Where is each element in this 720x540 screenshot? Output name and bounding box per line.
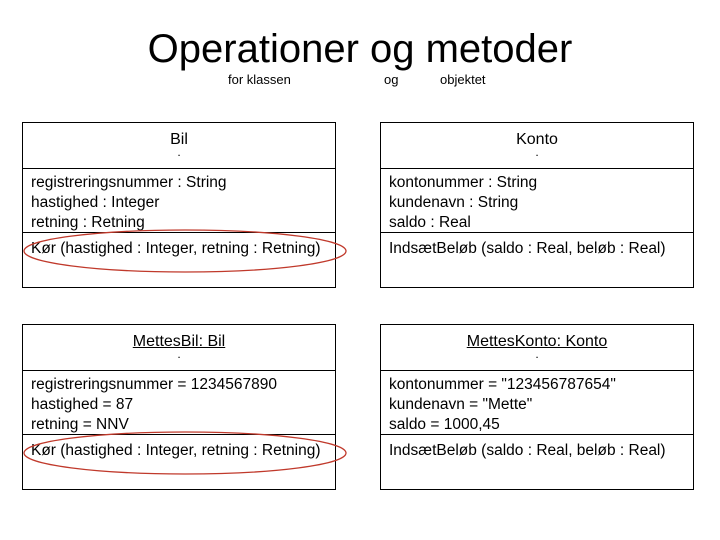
- class-bil-header: [23, 123, 335, 169]
- class-bil-operations: [23, 233, 335, 259]
- operation: IndsætBeløb (saldo : Real, beløb : Real): [389, 240, 666, 257]
- attribute: hastighed = 87: [31, 396, 134, 413]
- attribute: kontonummer : String: [389, 174, 538, 191]
- attribute: registreringsnummer : String: [31, 174, 227, 191]
- object-metteskonto-header: [381, 325, 693, 371]
- class-konto-attributes: [381, 169, 693, 233]
- attribute: registreringsnummer = 1234567890: [31, 376, 277, 393]
- class-konto-stereotype: .: [535, 145, 539, 159]
- object-metteskonto-operations: [381, 435, 693, 461]
- attribute: kundenavn : String: [389, 194, 519, 211]
- class-bil-stereotype: .: [177, 145, 181, 159]
- object-mettesbil: [22, 324, 336, 490]
- operation: Kør (hastighed : Integer, retning : Retning): [31, 442, 321, 459]
- subtitle-object: objektet: [440, 72, 486, 87]
- page-title: Operationer og metoder: [147, 27, 573, 71]
- object-mettesbil-operations: [23, 435, 335, 461]
- operation: IndsætBeløb (saldo : Real, beløb : Real): [389, 442, 666, 459]
- attribute: kundenavn = "Mette": [389, 396, 533, 413]
- subtitle-class: for klassen: [228, 72, 291, 87]
- class-konto-operations: [381, 233, 693, 259]
- attribute: retning = NNV: [31, 416, 129, 433]
- class-bil-attributes: [23, 169, 335, 233]
- attribute: saldo : Real: [389, 214, 471, 231]
- object-mettesbil-attributes: [23, 371, 335, 435]
- class-bil: [22, 122, 336, 288]
- object-metteskonto-name: MettesKonto: Konto: [466, 333, 608, 350]
- attribute: saldo = 1000,45: [389, 416, 500, 433]
- object-metteskonto-stereotype: .: [535, 347, 539, 361]
- attribute: hastighed : Integer: [31, 194, 160, 211]
- object-mettesbil-name: MettesBil: Bil: [132, 333, 226, 350]
- object-mettesbil-stereotype: .: [177, 347, 181, 361]
- class-konto-header: [381, 123, 693, 169]
- class-konto: [380, 122, 694, 288]
- class-bil-name: Bil: [170, 131, 188, 148]
- object-metteskonto-attributes: [381, 371, 693, 435]
- class-konto-name: Konto: [516, 131, 558, 148]
- operation: Kør (hastighed : Integer, retning : Retning): [31, 240, 321, 257]
- object-mettesbil-header: [23, 325, 335, 371]
- subtitle-og: og: [384, 72, 399, 87]
- object-metteskonto: [380, 324, 694, 490]
- attribute: kontonummer = "123456787654": [389, 376, 616, 393]
- attribute: retning : Retning: [31, 214, 145, 231]
